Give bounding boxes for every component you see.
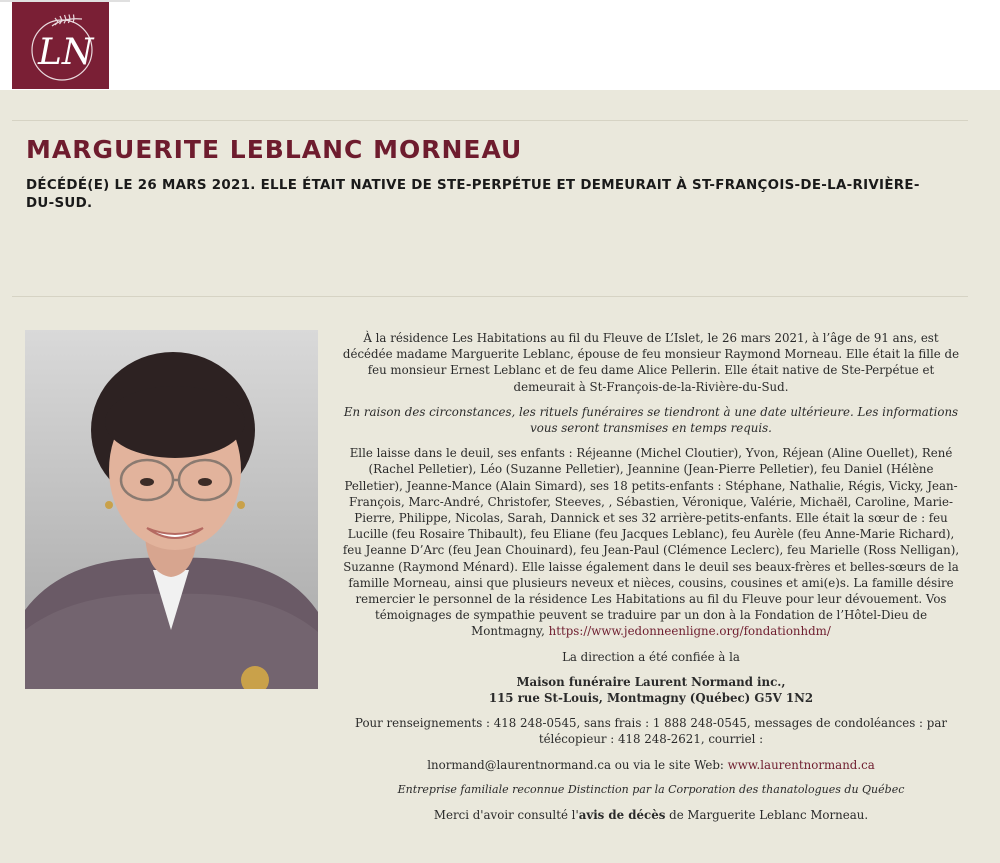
distinction-text: Entreprise familiale reconnue Distinction par la Corporation des thanatologues du Québec: [397, 782, 905, 796]
thanks-bold: avis de décès: [578, 808, 666, 823]
website-link[interactable]: www.laurentnormand.ca: [727, 757, 875, 772]
obituary-paragraph-family: [340, 445, 962, 639]
death-summary: DÉCÉDÉ(E) LE 26 MARS 2021. ELLE ÉTAIT NATIVE DE STE-PERPÉTUE ET DEMEURAIT À ST-FRANÇOIS-DE-LA-RIVIÈRE-DU-SUD.: [26, 178, 920, 211]
thanks-suffix: de Marguerite Leblanc Morneau.: [665, 808, 869, 823]
logo-emblem-icon: [12, 2, 109, 89]
section-divider-top: [12, 120, 968, 121]
portrait-photo-icon: [25, 330, 318, 689]
obituary-paragraph-circumstances: En raison des circonstances, les rituels funéraires se tiendront à une date ultérieure. Les informations vous seront transmises en temps requis.: [343, 404, 959, 436]
funeral-home-info: [340, 674, 962, 706]
obituary-text: [340, 330, 962, 832]
donation-link[interactable]: https://www.jedonneenligne.org/fondationhdm/: [548, 624, 831, 639]
funeral-home-address: 115 rue St-Louis, Montmagny (Québec) G5V 1N2: [488, 691, 814, 706]
deceased-name: MARGUERITE LEBLANC MORNEAU: [26, 135, 523, 164]
email-website-line: [340, 757, 962, 773]
family-text: Elle laisse dans le deuil, ses enfants : Réjeanne (Michel Cloutier), Yvon, Réjean (Aline Ouellet), René (Rachel Pelletier), Léo (Suzanne Pelletier), Jeannine (Jean-Pierre Pelletier), feu Daniel (Hélène Pelletier), Jeanne-Mance (Alain Simard), ses 18 petits-enfants : Stéphane, Nathalie, Régis, Vicky, Jean-François, Marc-André, Christofer, Steeves, , Sébastien, Véronique, Valérie, Michaël, Caroline, Marie-Pierre, Philippe, Nicolas, Sarah, Dannick et ses 32 arrière-petits-enfants. Elle était la sœur de : feu Lucille (feu Rosaire Thibault), feu Eliane (feu Jacques Leblanc), feu Aurèle (feu Anne-Marie Richard), feu Jeanne D’Arc (feu Jean Chouinard), feu Jean-Paul (Clémence Leclerc), feu Marielle (Ross Nelligan), Suzanne (Raymond Ménard). Elle laisse également dans le deuil ses beaux-frères et belles-sœurs de la famille Morneau, ainsi que plusieurs neveux et nièces, cousins, cousines et ami(e)s. La famille désire remercier le personnel de la résidence Les Habitations au fil du Fleuve pour leur dévouement. Vos témoignages de sympathie peuvent se traduire par un don à la Fondation de l’Hôtel-Dieu de Montmagny,: [342, 446, 960, 639]
section-divider-bottom: [12, 296, 968, 297]
portrait-photo: [25, 330, 318, 689]
contact-info: Pour renseignements : 418 248-0545, sans frais : 1 888 248-0545, messages de condoléances : par télécopieur : 418 248-2621, courriel :: [354, 716, 948, 747]
top-header: [0, 0, 1000, 90]
logo[interactable]: [12, 2, 109, 89]
obituary-paragraph-intro: À la résidence Les Habitations au fil du Fleuve de L’Islet, le 26 mars 2021, à l’âge de 91 ans, est décédée madame Marguerite Leblanc, épouse de feu monsieur Raymond Morneau. Elle était la fille de feu monsieur Ernest Leblanc et de feu dame Alice Pellerin. Elle était native de Ste-Perpétue et demeurait à St-François-de-la-Rivière-du-Sud.: [342, 331, 960, 394]
thanks-line: [340, 807, 962, 823]
direction-text: La direction a été confiée à la: [562, 649, 740, 664]
logo-text: LN: [38, 32, 94, 73]
thanks-prefix: Merci d'avoir consulté l': [433, 808, 579, 823]
funeral-home-name: Maison funéraire Laurent Normand inc.,: [516, 674, 786, 689]
email-text: lnormand@laurentnormand.ca ou via le site Web:: [427, 757, 728, 772]
